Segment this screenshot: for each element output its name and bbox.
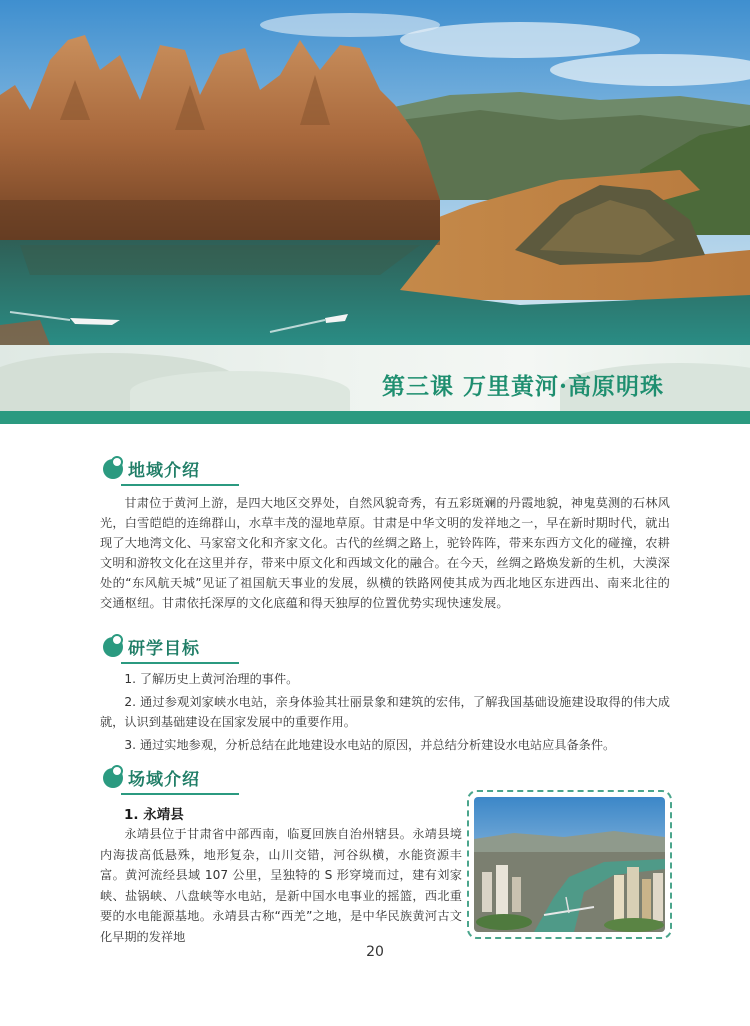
lesson-title: 第三课 万里黄河·高原明珠	[381, 373, 664, 400]
bullet-dot-icon	[103, 768, 123, 788]
yongjing-paragraph: 永靖县位于甘肃省中部西南，临夏回族自治州辖县。永靖县境内海拔高低悬殊，地形复杂，山川交错，河谷纵横，水能资源丰富。黄河流经县域 107 公里，呈独特的 S 形穿境而过，建有刘家峡、盐锅峡、八盘峡等水电站，是新中国水电事业的摇篮，西北重要的水电能源基地。永靖县古称“西羌”之地，是中华民族黄河古文化早期的发祥地	[100, 827, 462, 944]
heading-underline	[121, 662, 239, 664]
goal-item: 3. 通过实地参观，分析总结在此地建设水电站的原因，并总结分析建设水电站应具备条件。	[124, 738, 616, 752]
divider-bar	[0, 411, 750, 424]
region-paragraph: 甘肃位于黄河上游，是四大地区交界处，自然风貌奇秀，有五彩斑斓的丹霞地貌，神鬼莫测的石林风光，白雪皑皑的连绵群山，水草丰茂的湿地草原。甘肃是中华文明的发祥地之一，早在新时期时代，就出现了大地湾文化、马家窑文化和齐家文化。古代的丝绸之路上，驼铃阵阵，带来东西方文化的碰撞，农耕文明和游牧文化在这里并存，带来中原文化和西域文化的融合。在今天，丝绸之路焕发新的生机，大漠深处的“东风航天城”见证了祖国航天事业的发展，纵横的铁路网使其成为西北地区东进西出、南来北往的交通枢纽。甘肃依托深厚的文化底蕴和得天独厚的位置优势实现快速发展。	[100, 496, 670, 610]
heading-underline	[121, 793, 239, 795]
banner-landscape-image	[0, 0, 750, 345]
section-heading-label: 研学目标	[128, 639, 200, 659]
section-heading-goals	[103, 631, 237, 665]
section-heading-label: 地域介绍	[128, 461, 200, 481]
yongjing-photo-frame	[467, 790, 672, 939]
goal-item: 1. 了解历史上黄河治理的事件。	[124, 672, 299, 686]
section-heading-site	[103, 762, 237, 796]
yongjing-city-photo	[474, 797, 665, 932]
goal-item: 2. 通过参观刘家峡水电站，亲身体验其壮丽景象和建筑的宏伟，了解我国基础设施建设取得的伟大成就，认识到基础建设在国家发展中的重要作用。	[100, 695, 670, 729]
heading-underline	[121, 484, 239, 486]
subsection-title: 1. 永靖县	[124, 807, 184, 823]
section-heading-label: 场域介绍	[128, 770, 200, 790]
page-number: 20	[366, 944, 384, 960]
bullet-dot-icon	[103, 637, 123, 657]
bullet-dot-icon	[103, 459, 123, 479]
section-heading-region	[103, 453, 237, 487]
